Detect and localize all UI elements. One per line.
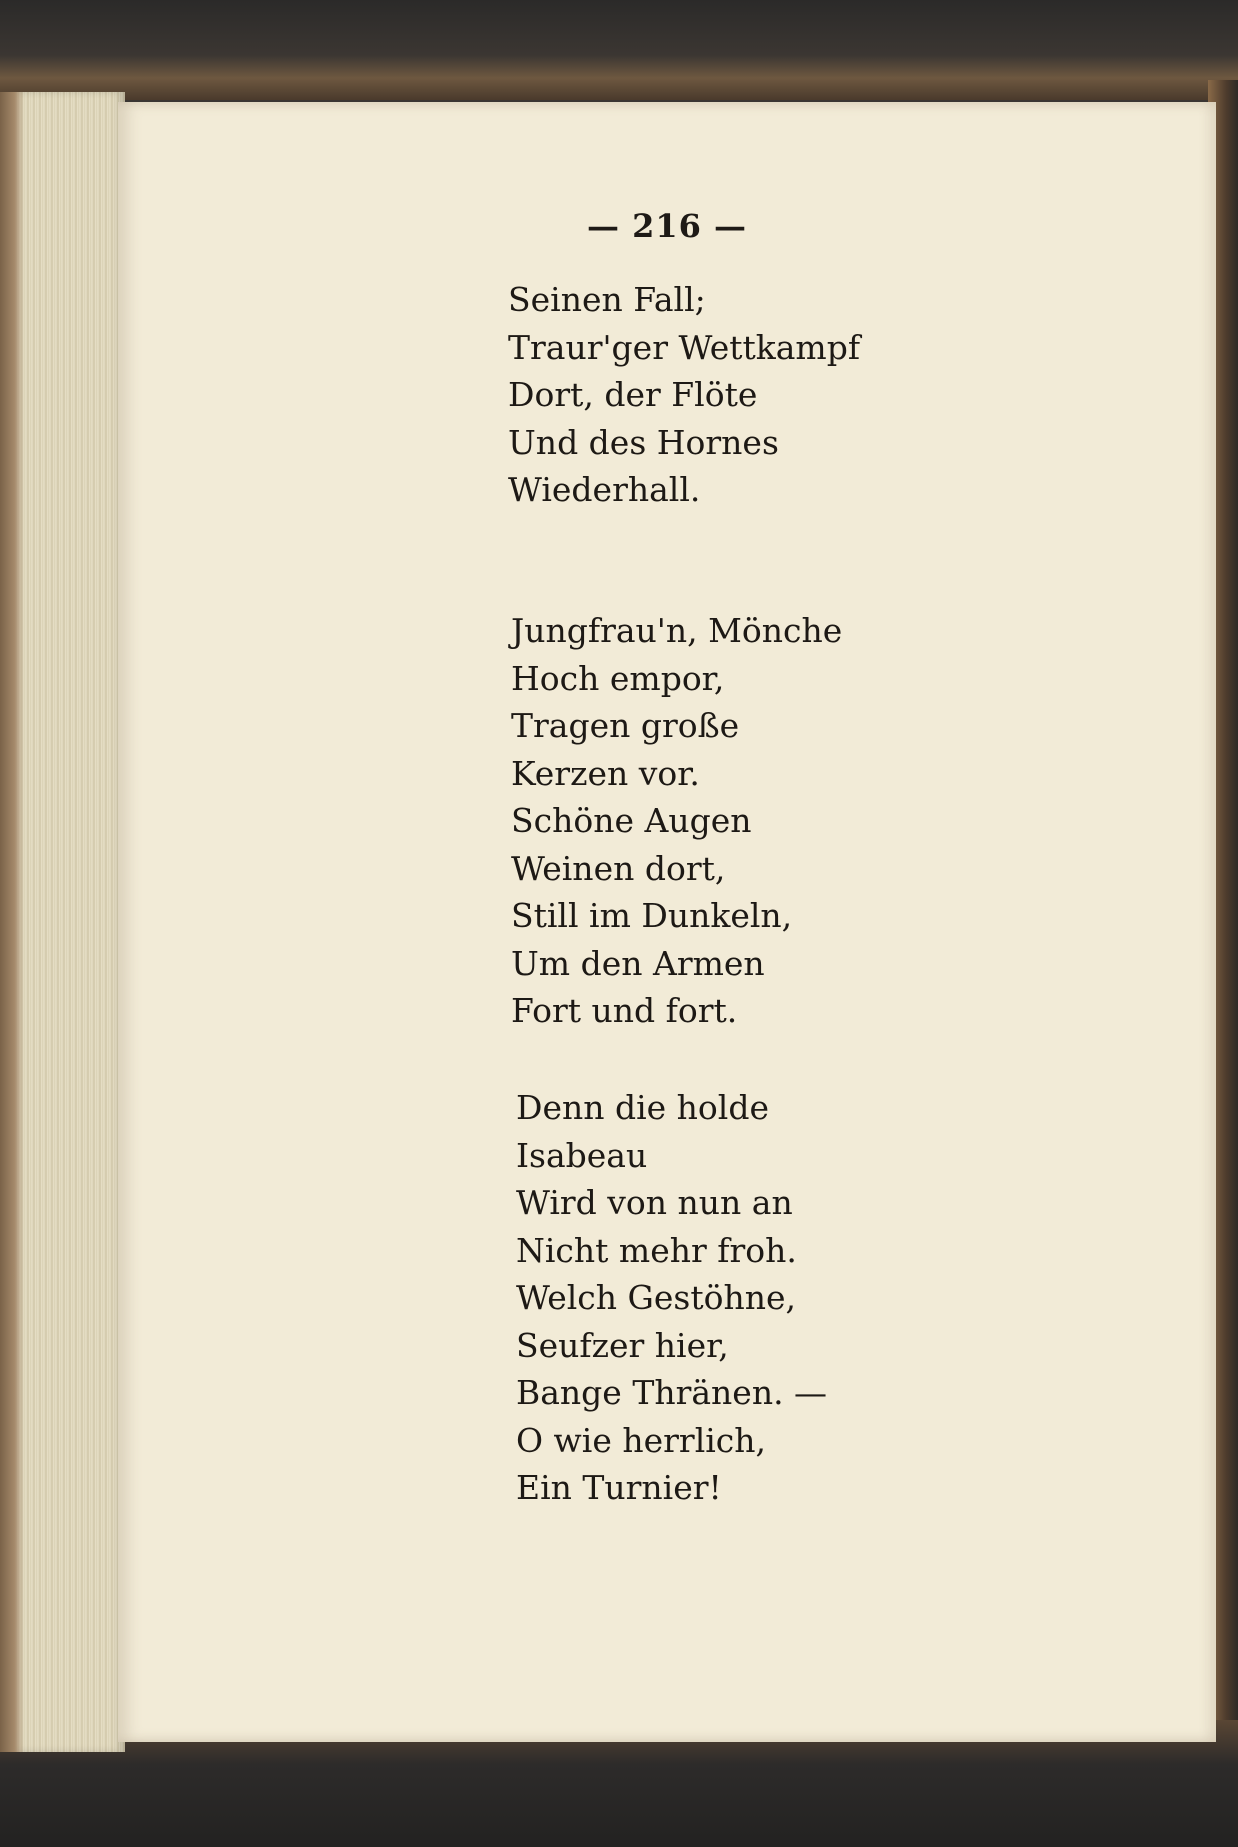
verse-line: Und des Hornes [508,422,779,462]
stanza-1 [508,276,860,514]
verse-line: Schöne Augen [511,801,752,840]
book-page [118,102,1216,1742]
verse-line: Tragen große [511,706,740,745]
verse-line: Weinen dort, [511,848,726,888]
verse-line: Bange Thränen. — [516,1373,828,1412]
book-cover-top [0,0,1238,100]
stanza-2 [511,607,842,1035]
page-number: — 216 — [586,207,748,245]
verse-line: Ein Turnier! [516,1468,722,1507]
verse-line: Fort und fort. [511,991,738,1030]
verse-line: O wie herrlich, [516,1420,767,1460]
verse-line: Wird von nun an [516,1183,793,1222]
verse-line: Wiederhall. [508,470,701,509]
verse-line: Traur'ger Wettkampf [508,327,861,367]
verse-line: Seinen Fall; [508,280,706,319]
verse-line: Denn die holde [516,1088,770,1127]
stanza-3 [516,1084,827,1512]
verse-line: Seufzer hier, [516,1325,729,1365]
verse-line: Hoch empor, [511,658,725,698]
verse-line: Still im Dunkeln, [511,896,793,935]
verse-line: Um den Armen [511,943,765,983]
verse-line: Dort, der Flöte [508,375,758,414]
verse-line: Welch Gestöhne, [516,1278,797,1317]
verse-line: Kerzen vor. [511,753,700,793]
verse-line: Jungfrau'n, Mönche [511,611,843,650]
page-edges [0,92,125,1752]
verse-line: Isabeau [516,1135,648,1175]
verse-line: Nicht mehr froh. [516,1230,797,1270]
